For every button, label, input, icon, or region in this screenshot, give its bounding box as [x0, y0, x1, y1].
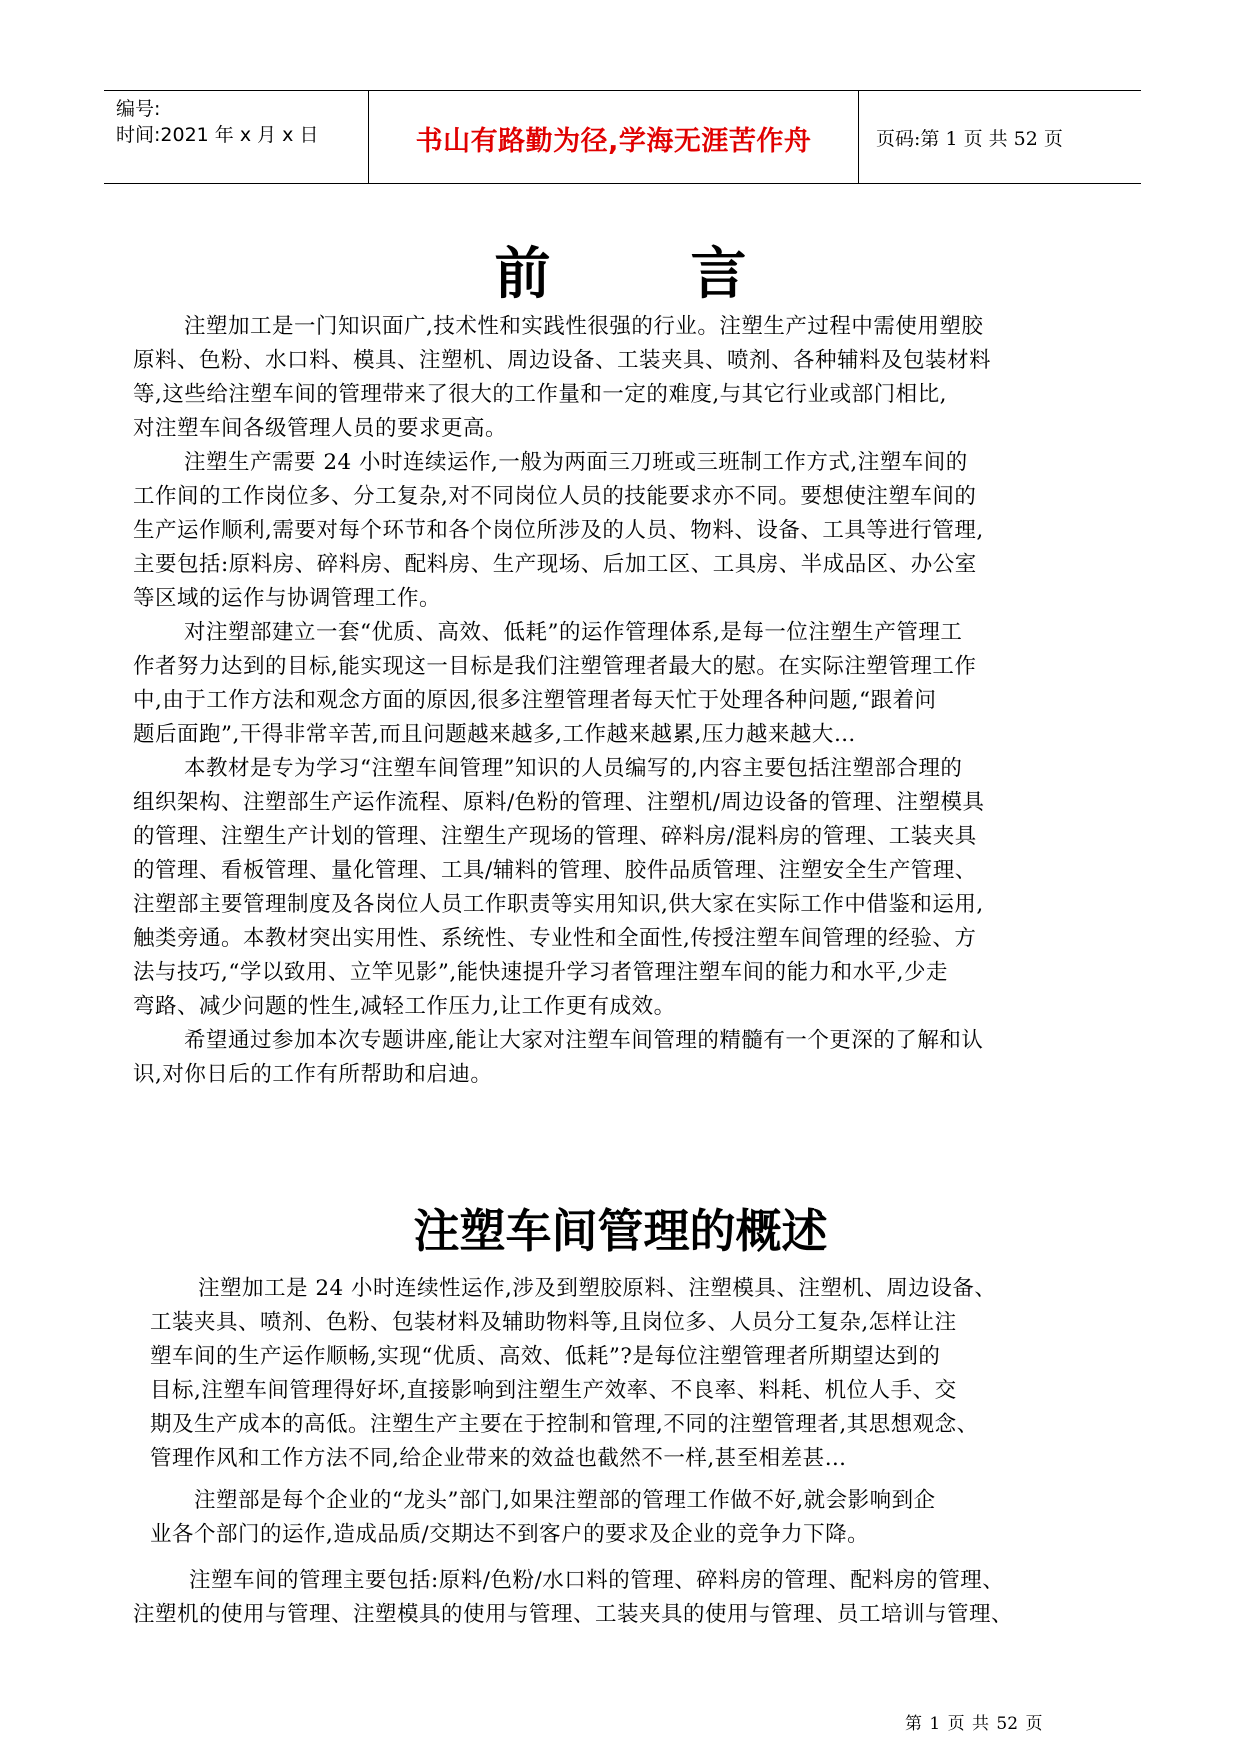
preface-line: 识,对你日后的工作有所帮助和启迪。 [133, 1062, 493, 1087]
preface-title: 前言 [494, 241, 887, 307]
page-number-label: 页码:第 1 页 共 52 页 [876, 128, 1063, 150]
overview-line: 业各个部门的运作,造成品质/交期达不到客户的要求及企业的竞争力下降。 [150, 1522, 870, 1547]
overview-line: 工装夹具、喷剂、色粉、包装材料及辅助物料等,且岗位多、人员分工复杂,怎样让注 [150, 1310, 957, 1335]
overview-line: 注塑机的使用与管理、注塑模具的使用与管理、工装夹具的使用与管理、员工培训与管理、 [133, 1602, 1014, 1627]
overview-title: 注塑车间管理的概述 [413, 1204, 828, 1258]
preface-line: 原料、色粉、水口料、模具、注塑机、周边设备、工装夹具、喷剂、各种辅料及包装材料 [133, 348, 992, 373]
overview-line: 注塑部是每个企业的“龙头”部门,如果注塑部的管理工作做不好,就会影响到企 [194, 1488, 936, 1513]
overview-line: 注塑车间的管理主要包括:原料/色粉/水口料的管理、碎料房的管理、配料房的管理、 [189, 1568, 1005, 1593]
preface-line: 中,由于工作方法和观念方面的原因,很多注塑管理者每天忙于处理各种问题,“跟着问 [133, 688, 937, 713]
preface-line: 题后面跑”,干得非常辛苦,而且问题越来越多,工作越来越累,压力越来越大… [133, 722, 856, 747]
overview-line: 注塑加工是 24 小时连续性运作,涉及到塑胶原料、注塑模具、注塑机、周边设备、 [198, 1276, 997, 1301]
overview-line: 塑车间的生产运作顺畅,实现“优质、高效、低耗”?是每位注塑管理者所期望达到的 [150, 1344, 941, 1369]
preface-line: 触类旁通。本教材突出实用性、系统性、专业性和全面性,传授注塑车间管理的经验、方 [133, 926, 977, 951]
preface-line: 主要包括:原料房、碎料房、配料房、生产现场、后加工区、工具房、半成品区、办公室 [133, 552, 977, 577]
preface-line: 的管理、注塑生产计划的管理、注塑生产现场的管理、碎料房/混料房的管理、工装夹具 [133, 824, 977, 849]
overview-line: 管理作风和工作方法不同,给企业带来的效益也截然不一样,甚至相差甚… [150, 1446, 847, 1471]
page-footer: 第 1 页 共 52 页 [905, 1714, 1043, 1734]
time-label: 时间:2021 年 x 月 x 日 [116, 124, 319, 146]
preface-line: 生产运作顺利,需要对每个环节和各个岗位所涉及的人员、物料、设备、工具等进行管理, [133, 518, 984, 543]
preface-line: 等,这些给注塑车间的管理带来了很大的工作量和一定的难度,与其它行业或部门相比, [133, 382, 948, 407]
header-page-cell [860, 91, 1141, 183]
motto-text: 书山有路勤为径,学海无涯苦作舟 [415, 126, 812, 157]
preface-line: 对注塑车间各级管理人员的要求更高。 [133, 416, 508, 441]
preface-line: 组织架构、注塑部生产运作流程、原料/色粉的管理、注塑机/周边设备的管理、注塑模具 [133, 790, 985, 815]
number-label: 编号: [116, 98, 161, 120]
preface-line: 注塑部主要管理制度及各岗位人员工作职责等实用知识,供大家在实际工作中借鉴和运用, [133, 892, 984, 917]
preface-line: 法与技巧,“学以致用、立竿见影”,能快速提升学习者管理注塑车间的能力和水平,少走 [133, 960, 948, 985]
preface-line: 的管理、看板管理、量化管理、工具/辅料的管理、胶件品质管理、注塑安全生产管理、 [133, 858, 977, 883]
preface-line: 工作间的工作岗位多、分工复杂,对不同岗位人员的技能要求亦不同。要想使注塑车间的 [133, 484, 977, 509]
overview-line: 期及生产成本的高低。注塑生产主要在于控制和管理,不同的注塑管理者,其思想观念、 [150, 1412, 979, 1437]
header-motto-cell [369, 91, 859, 183]
preface-line: 注塑加工是一门知识面广,技术性和实践性很强的行业。注塑生产过程中需使用塑胶 [184, 314, 984, 339]
preface-line: 弯路、减少问题的性生,减轻工作压力,让工作更有成效。 [133, 994, 676, 1019]
preface-line: 希望通过参加本次专题讲座,能让大家对注塑车间管理的精髓有一个更深的了解和认 [184, 1028, 984, 1053]
preface-line: 对注塑部建立一套“优质、高效、低耗”的运作管理体系,是每一位注塑生产管理工 [184, 620, 963, 645]
header-info-cell [104, 91, 369, 183]
preface-line: 注塑生产需要 24 小时连续运作,一般为两面三刀班或三班制工作方式,注塑车间的 [184, 450, 968, 475]
overview-line: 目标,注塑车间管理得好坏,直接影响到注塑生产效率、不良率、料耗、机位人手、交 [150, 1378, 957, 1403]
preface-line: 本教材是专为学习“注塑车间管理”知识的人员编写的,内容主要包括注塑部合理的 [184, 756, 963, 781]
preface-line: 等区域的运作与协调管理工作。 [133, 586, 442, 611]
preface-line: 作者努力达到的目标,能实现这一目标是我们注塑管理者最大的慰。在实际注塑管理工作 [133, 654, 977, 679]
page-header [104, 90, 1141, 184]
